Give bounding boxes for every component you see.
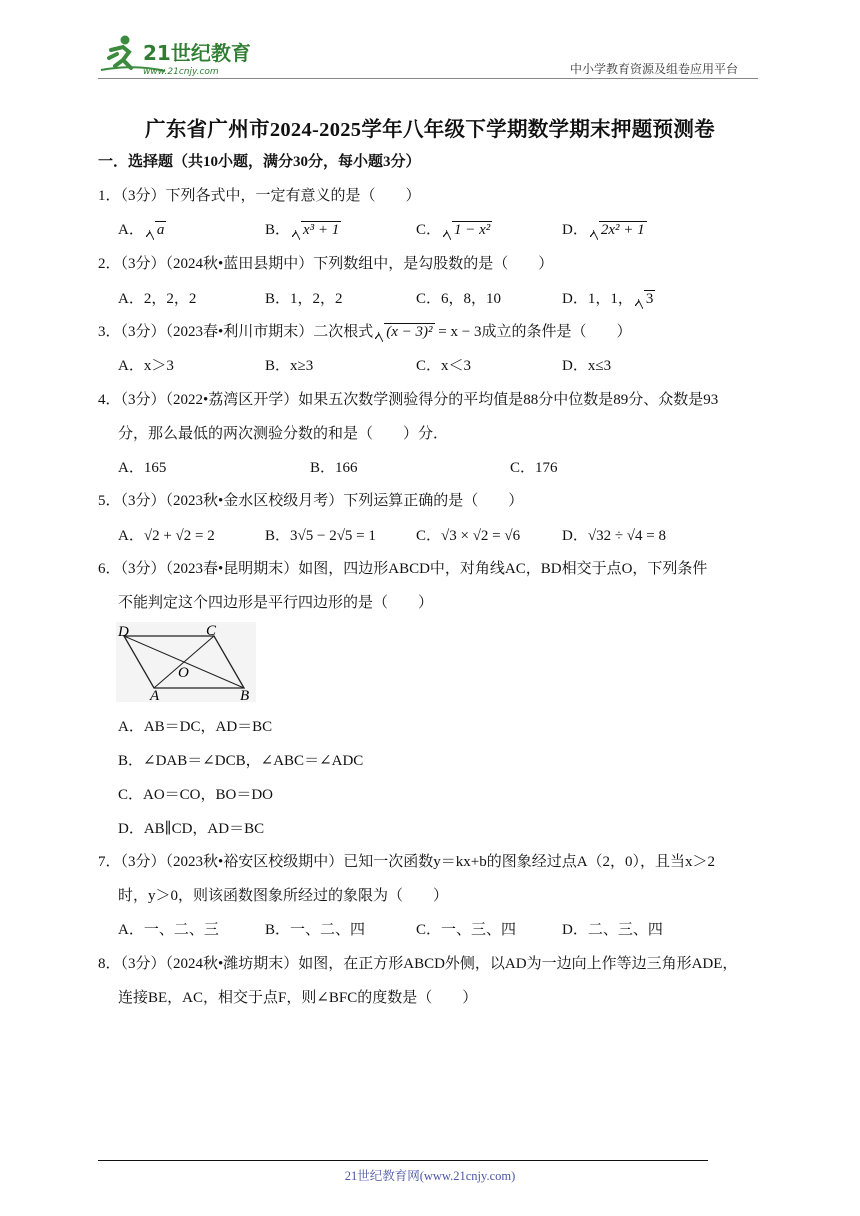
q4-stem-line1: 4．（3分）（2022•荔湾区开学）如果五次数学测验得分的平均值是88分中位数是89分、众数是93 [98, 392, 719, 408]
section-heading: 一．选择题（共10小题，满分30分，每小题3分） [98, 154, 421, 170]
q1-stem: 1．（3分）下列各式中，一定有意义的是（ ） [98, 188, 421, 204]
q8-stem-line1: 8．（3分）（2024秋•潍坊期末）如图，在正方形ABCD外侧，以AD为一边向上作等边三角形ADE， [98, 956, 738, 972]
q5-stem: 5．（3分）（2023秋•金水区校级月考）下列运算正确的是（ ） [98, 493, 524, 509]
q3-stem: 3．（3分）（2023春•利川市期末）二次根式 (x − 3)² = x − 3成立的条件是（ ） [98, 324, 632, 340]
q3-option-c: C．x＜3 [416, 358, 472, 374]
footer-text[interactable]: 21世纪教育网(www.21cnjy.com) [344, 1169, 516, 1183]
parallelogram-figure [116, 622, 256, 702]
q6-stem-line2: 不能判定这个四边形是平行四边形的是（ ） [118, 595, 434, 611]
q6-option-c: C．AO＝CO，BO＝DO [118, 787, 274, 803]
q2-option-d: D．1，1， 3 [562, 291, 654, 307]
fig-label-c: C [206, 623, 217, 639]
logo-url: www.21cnjy.com [143, 67, 219, 77]
q5-option-b: B．3√5 − 2√5 = 1 [265, 528, 376, 544]
q6-stem-line1: 6．（3分）（2023春•昆明期末）如图，四边形ABCD中，对角线AC，BD相交于点O，下列条件 [98, 561, 708, 577]
q1-option-b: B． x³ + 1 [265, 222, 340, 238]
q5-option-d: D．√32 ÷ √4 = 8 [562, 528, 666, 544]
q4-option-b: B．166 [310, 460, 358, 476]
site-logo [95, 30, 260, 78]
header-divider [98, 78, 758, 79]
q5-option-c: C．√3 × √2 = √6 [416, 528, 521, 544]
q6-option-b: B．∠DAB＝∠DCB，∠ABC＝∠ADC [118, 753, 364, 769]
footer-divider [98, 1160, 708, 1161]
q6-option-a: A．AB＝DC，AD＝BC [118, 719, 273, 735]
q3-option-a: A．x＞3 [118, 358, 174, 374]
q2-option-c: C．6，8，10 [416, 291, 502, 307]
q7-option-a: A．一、二、三 [118, 922, 219, 938]
q2-stem: 2．（3分）（2024秋•蓝田县期中）下列数组中，是勾股数的是（ ） [98, 256, 554, 272]
q4-stem-line2: 分，那么最低的两次测验分数的和是（ ）分． [118, 426, 449, 442]
q5-option-a: A．√2 + √2 = 2 [118, 528, 215, 544]
q1-option-c: C． 1 − x² [416, 222, 491, 238]
logo-text: 21世纪教育 [143, 41, 251, 65]
q6-option-d: D．AB∥CD，AD＝BC [118, 821, 265, 837]
fig-label-b: B [240, 688, 250, 702]
header-platform-text: 中小学教育资源及组卷应用平台 [570, 62, 739, 76]
q1-option-d: D． 2x² + 1 [562, 222, 645, 238]
q2-option-b: B．1，2，2 [265, 291, 343, 307]
fig-label-a: A [150, 688, 160, 702]
q7-option-b: B．一、二、四 [265, 922, 366, 938]
q7-stem-line2: 时，y＞0，则该函数图象所经过的象限为（ ） [118, 888, 449, 904]
q7-option-d: D．二、三、四 [562, 922, 663, 938]
q7-stem-line1: 7．（3分）（2023秋•裕安区校级期中）已知一次函数y＝kx+b的图象经过点A（2，0），且当x＞2 [98, 854, 716, 870]
q3-option-d: D．x≤3 [562, 358, 612, 374]
q4-option-a: A．165 [118, 460, 167, 476]
q1-option-a: A． a [118, 222, 165, 238]
fig-label-o: O [178, 665, 189, 681]
fig-label-d: D [118, 624, 129, 640]
q2-option-a: A．2，2，2 [118, 291, 197, 307]
q3-option-b: B．x≥3 [265, 358, 314, 374]
q4-option-c: C．176 [510, 460, 558, 476]
q7-option-c: C．一、三、四 [416, 922, 517, 938]
q8-stem-line2: 连接BE，AC，相交于点F，则∠BFC的度数是（ ） [118, 990, 478, 1006]
page-title: 广东省广州市2024-2025学年八年级下学期数学期末押题预测卷 [145, 119, 715, 141]
